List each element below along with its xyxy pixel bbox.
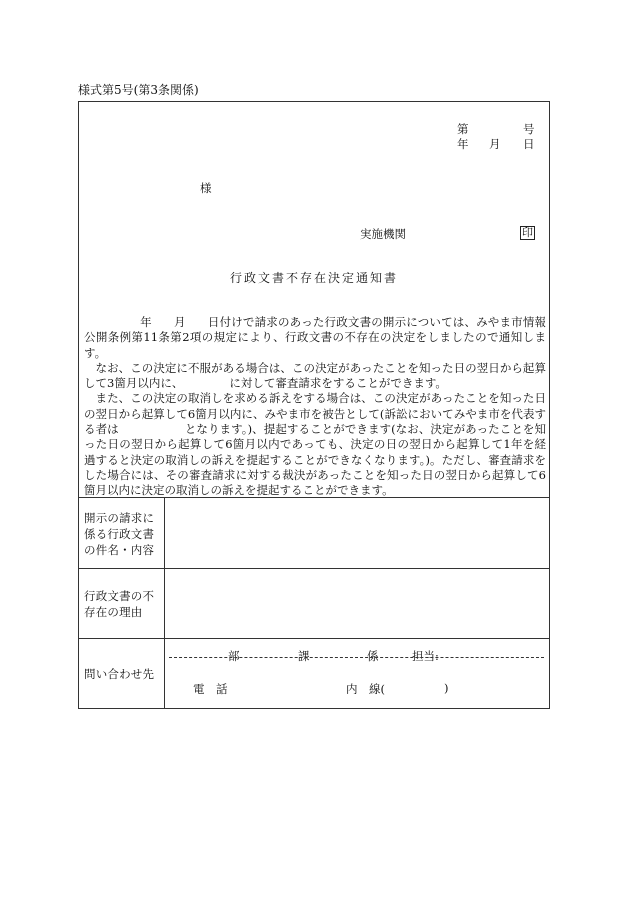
subject-label: 開示の請求に係る行政文書の件名・内容: [84, 511, 155, 557]
contact-extension: 内 線(: [346, 682, 385, 696]
body-text-2a: なお、この決定に不服がある場合は、この決定があったことを知った日の翌日から起算して3箇月以内に、: [84, 360, 546, 391]
body-text-3a: また、この決定の取消しを求める訴えをする場合は、この決定があったことを知った日の翌日から起算して6箇月以内に、みやま市を被告として(訴訟においてみやま市を代表する者は: [84, 391, 546, 437]
column-divider: [164, 497, 165, 708]
body-paragraph-2: [84, 361, 546, 392]
document-title: 行政文書不存在決定通知書: [229, 271, 398, 285]
contact-unit: 係: [367, 649, 379, 663]
body-text-1: 日付けで請求のあった行政文書の開示については、みやま市情報公開条例第11条第2項の規定により、行政文書の不存在の決定をしましたので通知します。: [84, 315, 547, 360]
divider: [79, 638, 549, 639]
issuer-label: 実施機関: [360, 227, 406, 241]
divider: [79, 568, 549, 569]
contact-phone: 電 話: [193, 682, 228, 696]
form-id: 様式第5号(第3条関係): [78, 83, 199, 97]
contact-extension-close: ): [444, 681, 449, 695]
notice-frame: [78, 101, 550, 709]
addressee-suffix: 様: [200, 181, 212, 195]
body-paragraph-1: [84, 315, 546, 361]
body-text-3b: となります。)、提起することができます(なお、決定があったことを知った日の翌日から起算して6箇月以内であっても、決定の日の翌日から起算して1年を経過すると決定の取消しの訴えを提起することができなくなります。)。ただし、審査請求をした場合には、その審査請求に対する裁決があったことを知った日の翌日から起算して6箇月以内に決定の取消しの訴えを提起することができます。: [84, 422, 546, 498]
body-paragraph-3: [84, 391, 546, 498]
body-month: 月: [173, 315, 186, 329]
contact-label: 問い合わせ先: [84, 667, 155, 681]
seal-mark: 印: [522, 226, 533, 239]
contact-dept: 部: [228, 649, 240, 663]
body-text-2b: に対して審査請求をすることができます。: [229, 376, 447, 391]
divider: [79, 497, 549, 498]
body-year: 年: [140, 315, 152, 329]
reason-label: 行政文書の不存在の理由: [84, 589, 155, 619]
number-prefix: 第: [457, 122, 469, 136]
date-year: 年: [457, 137, 469, 151]
date-day: 日: [523, 137, 535, 151]
notice-body: [84, 315, 546, 499]
contact-person: 担当:: [412, 649, 439, 663]
contact-underline: [169, 657, 544, 658]
date-month: 月: [489, 137, 501, 151]
contact-section: 課: [298, 649, 310, 663]
number-suffix: 号: [523, 122, 535, 136]
